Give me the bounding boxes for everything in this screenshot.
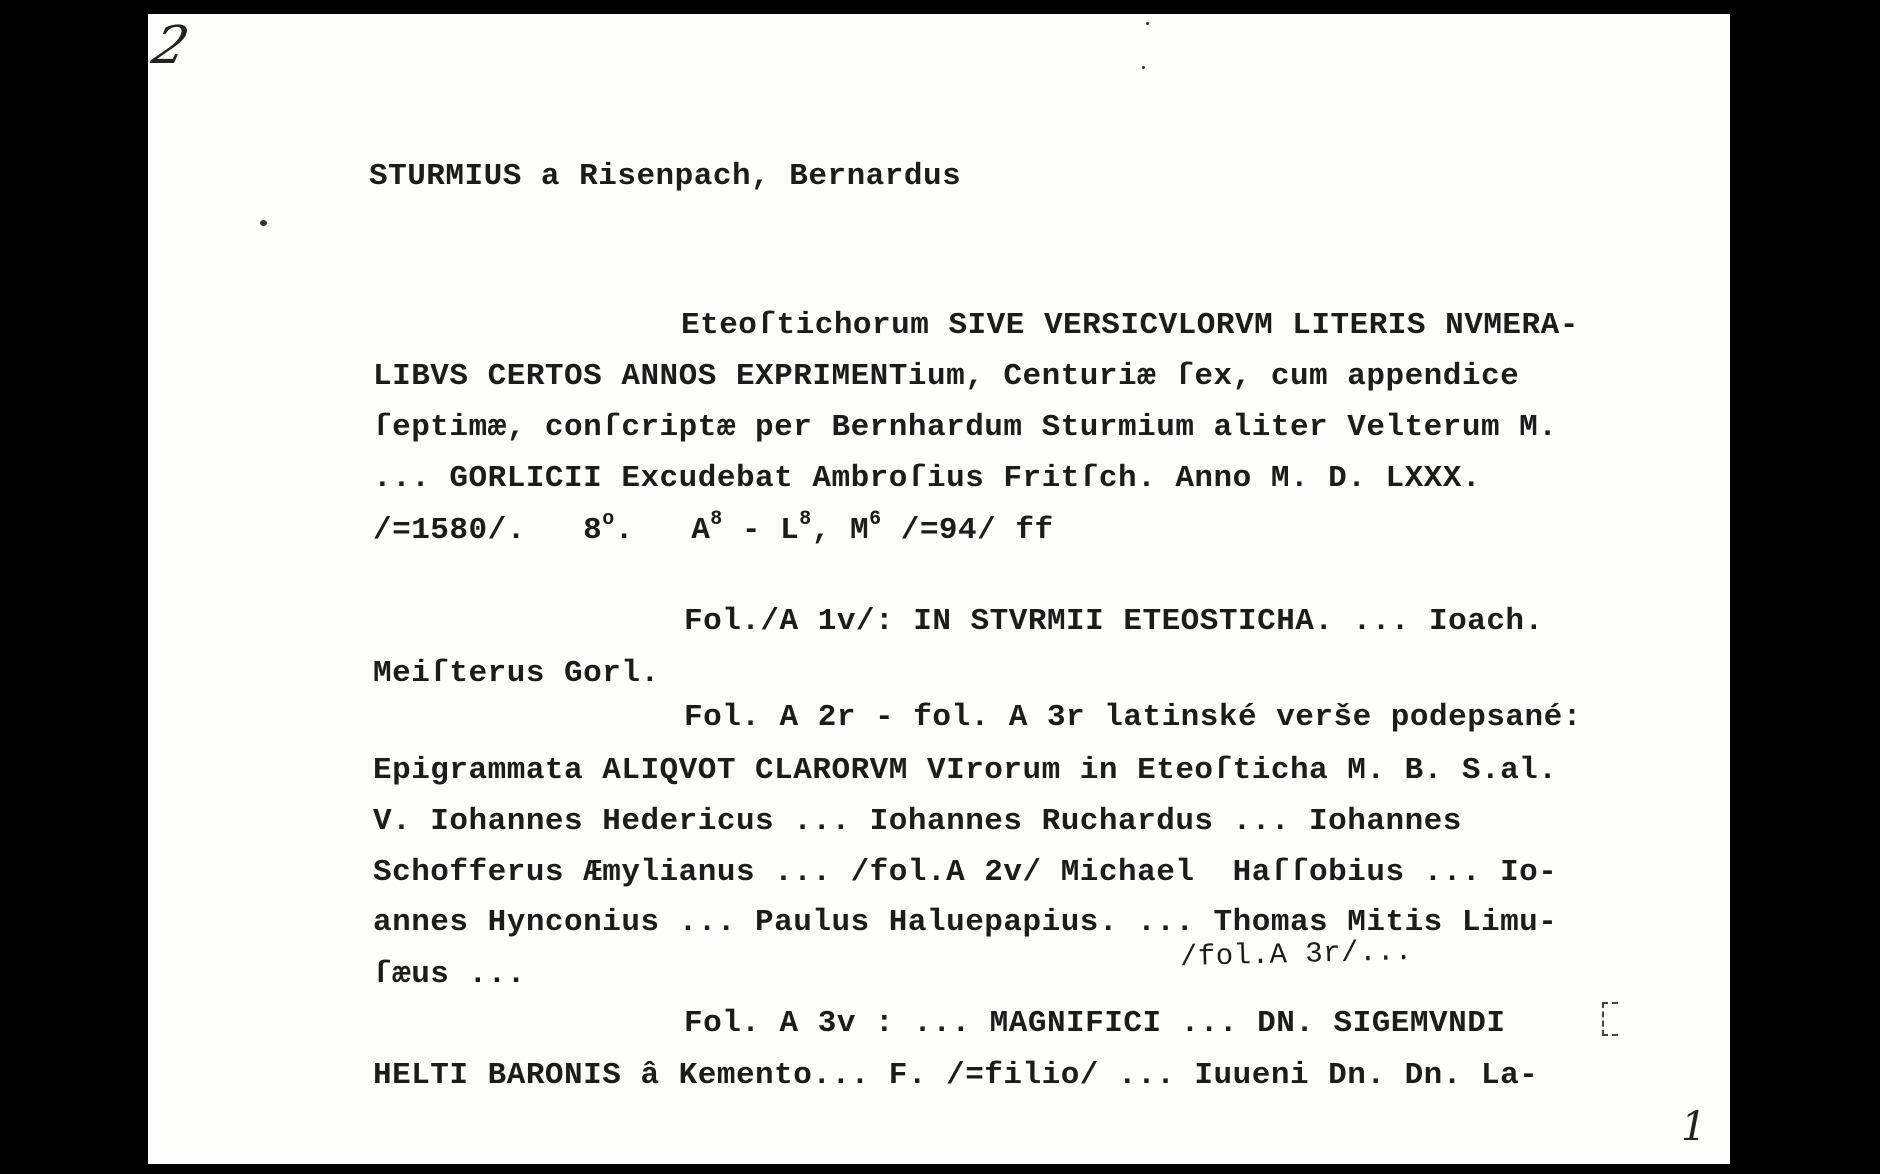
note-line: Fol./A 1v/: IN STVRMII ETEOSTICHA. ... Ioach. xyxy=(684,604,1544,639)
ink-speck xyxy=(1146,22,1149,25)
handwritten-number-top: 2 xyxy=(146,16,195,76)
leaf-count: /=94/ ff xyxy=(900,513,1054,548)
collation-line xyxy=(373,508,1054,548)
imprint-date: /=1580/. xyxy=(373,513,526,548)
signature-m-count: 6 xyxy=(869,508,882,531)
author-heading: STURMIUS a Risenpach, Bernardus xyxy=(369,159,962,194)
separator: , xyxy=(811,513,831,548)
note-line: Fol. A 2r - fol. A 3r latinské verše podepsané: xyxy=(684,700,1582,735)
note-line: Epigrammata ALIQVOT CLARORVM VIrorum in Eteoſticha M. B. S.al. xyxy=(373,753,1558,788)
signature-a: A xyxy=(691,513,711,548)
note-line: Fol. A 3v : ... MAGNIFICI ... DN. SIGEMVNDI xyxy=(684,1006,1506,1041)
note-line: annes Hynconius ... Paulus Haluepapius. ... Thomas Mitis Limu- xyxy=(373,905,1558,940)
note-line: ſæus ... xyxy=(373,957,526,992)
format-superscript: o xyxy=(602,508,615,531)
note-line: Schofferus Æmylianus ... /fol.A 2v/ Michael Haſſobius ... Io- xyxy=(373,855,1558,890)
signature-a-count: 8 xyxy=(710,508,723,531)
signature-m: M xyxy=(849,513,870,548)
ink-speck xyxy=(260,220,267,226)
ink-speck xyxy=(1142,66,1145,69)
title-line: LIBVS CERTOS ANNOS EXPRIMENTium, Centuriæ ſex, cum appendice xyxy=(373,359,1520,394)
note-line: V. Iohannes Hedericus ... Iohannes Ruchardus ... Iohannes xyxy=(373,804,1462,839)
handwritten-number-bottom: 1 xyxy=(1681,1104,1707,1150)
note-line: Meiſterus Gorl. xyxy=(373,656,660,691)
catalog-card xyxy=(148,14,1730,1164)
format: 8 xyxy=(583,513,603,548)
signature-l: L xyxy=(780,513,800,548)
title-line: Eteoſtichorum SIVE VERSICVLORVM LITERIS NVMERA- xyxy=(681,308,1579,343)
title-line: ... GORLICII Excudebat Ambroſius Fritſch. Anno M. D. LXXX. xyxy=(373,461,1481,496)
title-line: ſeptimæ, conſcriptæ per Bernhardum Sturmium aliter Velterum M. xyxy=(373,410,1558,445)
note-line: HELTI BARONIS â Kemento... F. /=filio/ ... Iuueni Dn. Dn. La- xyxy=(373,1058,1539,1093)
bracket-mark xyxy=(1602,1002,1618,1036)
separator: . xyxy=(614,513,634,548)
separator: - xyxy=(741,513,762,548)
handwritten-insert: /fol.A 3r/... xyxy=(1179,934,1414,975)
signature-l-count: 8 xyxy=(799,508,812,531)
